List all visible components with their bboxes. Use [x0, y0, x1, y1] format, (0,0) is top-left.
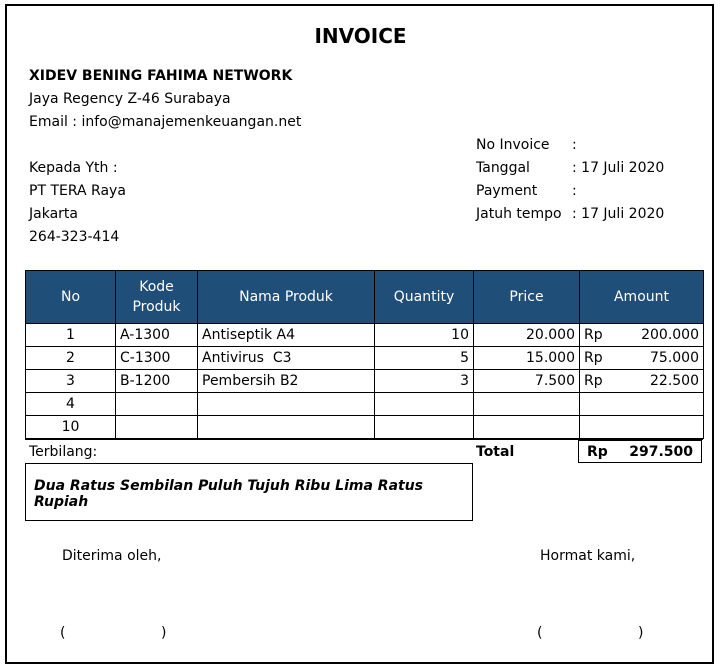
cell-nama: Antiseptik A4 [198, 324, 375, 347]
recipient-city: Jakarta [29, 206, 78, 222]
cell-qty [375, 416, 474, 439]
meta-value-invoice-no: : [572, 137, 577, 153]
cell-qty: 10 [375, 324, 474, 347]
cell-amount-value: 75.000 [650, 350, 699, 366]
company-address: Jaya Regency Z-46 Surabaya [29, 91, 231, 107]
items-table [25, 270, 704, 439]
company-email: Email : info@manajemenkeuangan.net [29, 114, 302, 130]
recipient-phone: 264-323-414 [29, 229, 120, 245]
regards-signature-open: ( [537, 625, 543, 641]
cell-amount [580, 347, 704, 370]
regards-label: Hormat kami, [540, 548, 636, 564]
table-row [26, 393, 704, 416]
cell-qty: 3 [375, 370, 474, 393]
cell-nama: Pembersih B2 [198, 370, 375, 393]
cell-qty [375, 393, 474, 416]
meta-value-date: : 17 Juli 2020 [572, 160, 665, 176]
cell-no: 10 [26, 416, 116, 439]
cell-price [474, 393, 580, 416]
cell-amount [580, 416, 704, 439]
meta-label-date: Tanggal [476, 160, 530, 176]
regards-signature-close: ) [638, 625, 644, 641]
cell-nama [198, 393, 375, 416]
cell-amount [580, 393, 704, 416]
meta-value-due-date: : 17 Juli 2020 [572, 206, 665, 222]
received-by-label: Diterima oleh, [62, 548, 162, 564]
company-name: XIDEV BENING FAHIMA NETWORK [29, 68, 293, 84]
table-row [26, 347, 704, 370]
header-nama-produk: Nama Produk [198, 271, 375, 324]
cell-nama [198, 416, 375, 439]
terbilang-box [25, 463, 473, 521]
header-no: No [26, 271, 116, 324]
table-row [26, 370, 704, 393]
header-quantity: Quantity [375, 271, 474, 324]
received-signature-open: ( [60, 625, 66, 641]
total-currency: Rp [587, 443, 608, 460]
cell-kode: C-1300 [116, 347, 198, 370]
table-row [26, 416, 704, 439]
terbilang-text: Dua Ratus Sembilan Puluh Tujuh Ribu Lima Ratus Rupiah [34, 478, 424, 510]
header-kode-produk: Kode Produk [116, 271, 198, 324]
recipient-name: PT TERA Raya [29, 183, 126, 199]
cell-kode: B-1200 [116, 370, 198, 393]
cell-no: 1 [26, 324, 116, 347]
cell-amount [580, 370, 704, 393]
cell-nama: Antivirus C3 [198, 347, 375, 370]
cell-amount-value: 200.000 [641, 327, 699, 343]
cell-price: 7.500 [474, 370, 580, 393]
meta-label-due-date: Jatuh tempo [476, 206, 562, 222]
cell-price [474, 416, 580, 439]
meta-label-invoice-no: No Invoice [476, 137, 550, 153]
header-price: Price [474, 271, 580, 324]
recipient-label: Kepada Yth : [29, 160, 118, 176]
cell-currency: Rp [584, 350, 603, 366]
meta-value-payment: : [572, 183, 577, 199]
table-header-row [26, 271, 704, 324]
terbilang-label: Terbilang: [29, 444, 98, 460]
cell-price: 20.000 [474, 324, 580, 347]
cell-no: 4 [26, 393, 116, 416]
total-label: Total [476, 444, 515, 460]
table-row [26, 324, 704, 347]
cell-kode [116, 416, 198, 439]
cell-qty: 5 [375, 347, 474, 370]
cell-amount-value: 22.500 [650, 373, 699, 389]
received-signature-close: ) [161, 625, 167, 641]
meta-label-payment: Payment [476, 183, 538, 199]
cell-amount [580, 324, 704, 347]
cell-price: 15.000 [474, 347, 580, 370]
cell-currency: Rp [584, 373, 603, 389]
cell-no: 2 [26, 347, 116, 370]
cell-kode: A-1300 [116, 324, 198, 347]
total-box [578, 440, 702, 463]
total-value: 297.500 [629, 443, 693, 460]
header-amount: Amount [580, 271, 704, 324]
invoice-title: INVOICE [314, 24, 407, 48]
cell-no: 3 [26, 370, 116, 393]
cell-currency: Rp [584, 327, 603, 343]
cell-kode [116, 393, 198, 416]
